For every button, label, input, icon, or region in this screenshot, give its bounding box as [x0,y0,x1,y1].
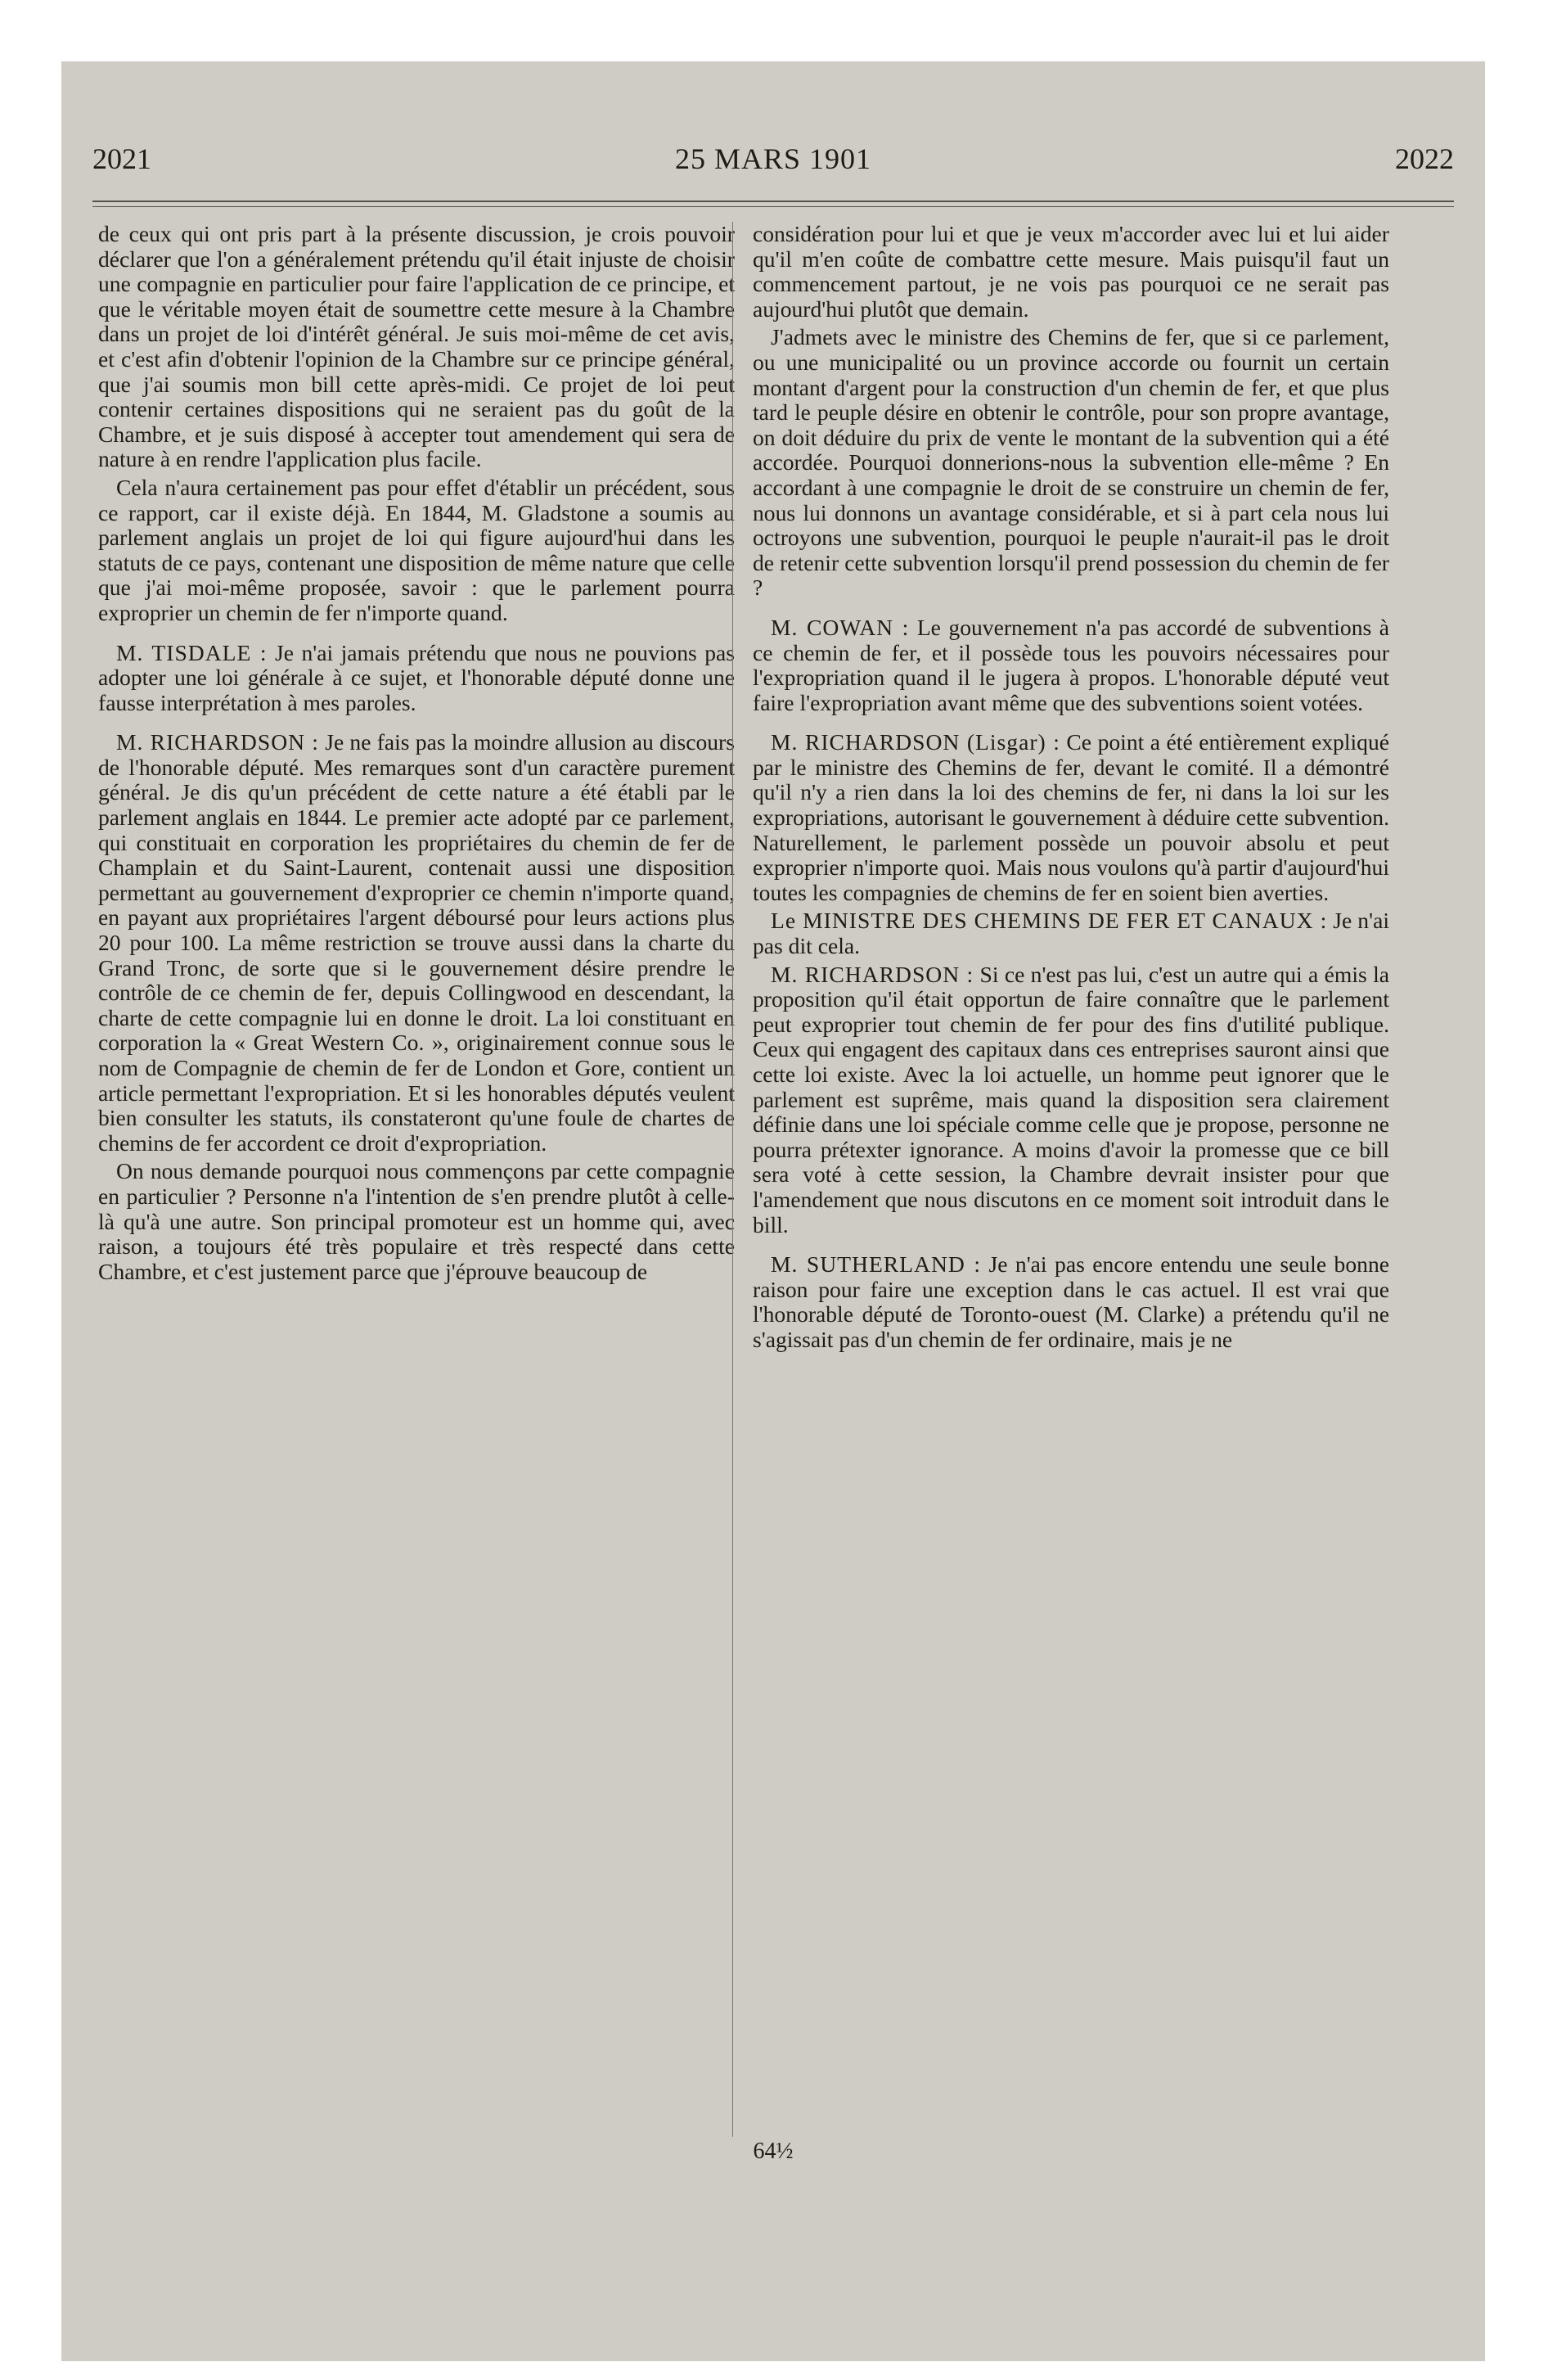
speech-text: Ce point a été entièrement expliqué par le ministre des Chemins de fer, devant le comité. Il a démontré qu'il n'y a rien dans la loi des chemins de fer, ni dans la loi sur les expropriations, autorisant le gouvernement à déduire cette subvention. Naturellement, le parlement possède un pouvoir absolu et peut exproprier n'importe quoi. Mais nous voulons qu'à partir d'aujourd'hui toutes les compagnies de chemins de fer en soient bien averties. [753,729,1389,905]
speech-richardson [98,730,735,1156]
speech-richardson-2 [753,962,1389,1238]
paragraph: On nous demande pourquoi nous commençons par cette compagnie en particulier ? Personne n'a l'intention de s'en prendre plutôt à celle-là qu'à une autre. Son principal promoteur est un homme qui, avec raison, a toujours été très populaire et très respecté dans cette Chambre, et c'est justement parce que j'éprouve beaucoup de [98,1158,735,1284]
speech-text: Le gouvernement n'a pas accordé de subventions à ce chemin de fer, et il possède tous les pouvoirs nécessaires pour l'expropriation quand il le jugera à propos. L'honorable député veut faire l'expropriation avant même que des subventions soient votées. [753,614,1390,715]
paragraph: de ceux qui ont pris part à la présente discussion, je crois pouvoir déclarer que l'on a généralement prétendu qu'il était injuste de choisir une compagnie en particulier pour faire l'application de ce principe, et que le véritable moyen était de soumettre cette mesure à la Chambre dans un projet de loi d'intérêt général. Je suis moi-même de cet avis, et c'est afin d'obtenir l'opinion de la Chambre sur ce principe général, que j'ai soumis mon bill cette après-midi. Ce projet de loi peut contenir certaines dispositions qui ne seraient pas du goût de la Chambre, et je suis disposé à accepter tout amendement qui sera de nature à en rendre l'application plus facile. [98,221,735,472]
speech-text: Si ce n'est pas lui, c'est un autre qui a émis la proposition qu'il était opportun de faire connaître que le parlement peut exproprier tout chemin de fer pour des fins d'utilité publique. Ceux qui engagent des capitaux dans ces entreprises sauront ainsi que cette loi existe. Avec la loi actuelle, un homme peut ignorer que le parlement est suprême, mais quand la disposition sera clairement définie dans une loi spéciale comme celle que je propose, personne ne pourra prétexter ignorance. A moins d'avoir la promesse que ce bill sera voté à cette session, la Chambre devrait insister pour que l'amendement que nous discutons en ce moment soit introduit dans le bill. [753,961,1389,1237]
speaker-name: M. SUTHERLAND : [771,1251,981,1278]
speaker-name: M. RICHARDSON : [116,729,319,755]
speech-sutherland [753,1252,1389,1352]
speech-text: Je n'ai jamais prétendu que nous ne pouvions pas adopter une loi générale à ce sujet, et l'honorable député donne une fausse interprétation à mes paroles. [98,639,736,715]
page-header [92,142,1454,179]
speaker-name: M. RICHARDSON : [771,961,974,987]
header-rule-top [92,201,1454,202]
page-date: 25 MARS 1901 [674,142,872,175]
header-rule-bottom [92,206,1454,207]
speaker-name: M. RICHARDSON (Lisgar) : [771,729,1060,755]
speech-tisdale [98,641,735,716]
paragraph: Cela n'aura certainement pas pour effet d'établir un précédent, sous ce rapport, car il existe déjà. En 1844, M. Gladstone a soumis au parlement anglais un projet de loi qui figure aujourd'hui dans les statuts de ce pays, contenant une disposition de même nature que celle que j'ai moi-même proposée, savoir : que le parlement pourra exproprier un chemin de fer n'importe quand. [98,474,735,625]
speech-text: Je n'ai pas encore entendu une seule bonne raison pour faire une exception dans le cas actuel. Il est vrai que l'honorable député de Toronto-ouest (M. Clarke) a prétendu qu'il ne s'agissait pas d'un chemin de fer ordinaire, mais je ne [753,1251,1389,1352]
paragraph: considération pour lui et que je veux m'accorder avec lui et lui aider qu'il m'en coûte de combattre cette mesure. Mais puisqu'il faut un commencement partout, je ne vois pas pourquoi ce ne serait pas aujourd'hui plutôt que demain. [753,221,1389,322]
left-column [98,222,735,1287]
speaker-name: Le MINISTRE DES CHEMINS DE FER ET CANAUX : [771,908,1328,934]
signature-mark: 64½ [753,2139,794,2164]
page-number-left: 2021 [92,142,151,175]
speech-text: Je n'ai pas dit cela. [753,908,1389,959]
speaker-name: M. COWAN : [771,614,910,640]
right-column [753,222,1389,1356]
column-divider [732,222,733,2137]
speech-ministre [753,908,1389,958]
page-number-right: 2022 [1395,142,1454,175]
paragraph: J'admets avec le ministre des Chemins de fer, que si ce parlement, ou une municipalité ou un province accorde ou fournit un certain montant d'argent pour la construction d'un chemin de fer, et que plus tard le peuple désire en obtenir le contrôle, pour son propre avantage, on doit déduire du prix de vente le montant de la subvention qui a été accordée. Pourquoi donnerions-nous la subvention elle-même ? En accordant à une compagnie le droit de se construire un chemin de fer, nous lui donnons un avantage considérable, et si à part cela nous lui octroyons une subvention, pourquoi le peuple n'aurait-il pas le droit de retenir cette subvention lorsqu'il prend possession du chemin de fer ? [753,324,1389,601]
speech-cowan [753,615,1389,715]
speech-richardson-lisgar [753,730,1389,905]
speaker-name: M. TISDALE : [116,639,268,665]
scanned-page [61,61,1485,2361]
speech-text: Je ne fais pas la moindre allusion au discours de l'honorable député. Mes remarques sont d'un caractère purement général. Je dis qu'un précédent de cette nature a été établi par le parlement anglais en 1844. Le premier acte adopté par ce parlement, qui constituait en corporation les propriétaires du chemin de fer de Champlain et du Saint-Laurent, contenait aussi une disposition permettant au gouvernement d'exproprier ce chemin n'importe quand, en payant aux propriétaires l'argent déboursé pour leurs actions plus 20 pour 100. La même restriction se trouve aussi dans la charte du Grand Tronc, de sorte que si le gouvernement désire prendre le contrôle de ce chemin de fer, depuis Collingwood en descendant, la charte de cette compagnie lui en donne le droit. La loi constituant en corporation la « Great Western Co. », originairement connue sous le nom de Compagnie de chemin de fer de London et Gore, contient un article permettant l'expropriation. Et si les honorables députés veulent bien consulter les statuts, ils constateront qu'une foule de chartes de chemins de fer accordent ce droit d'expropriation. [98,729,735,1156]
